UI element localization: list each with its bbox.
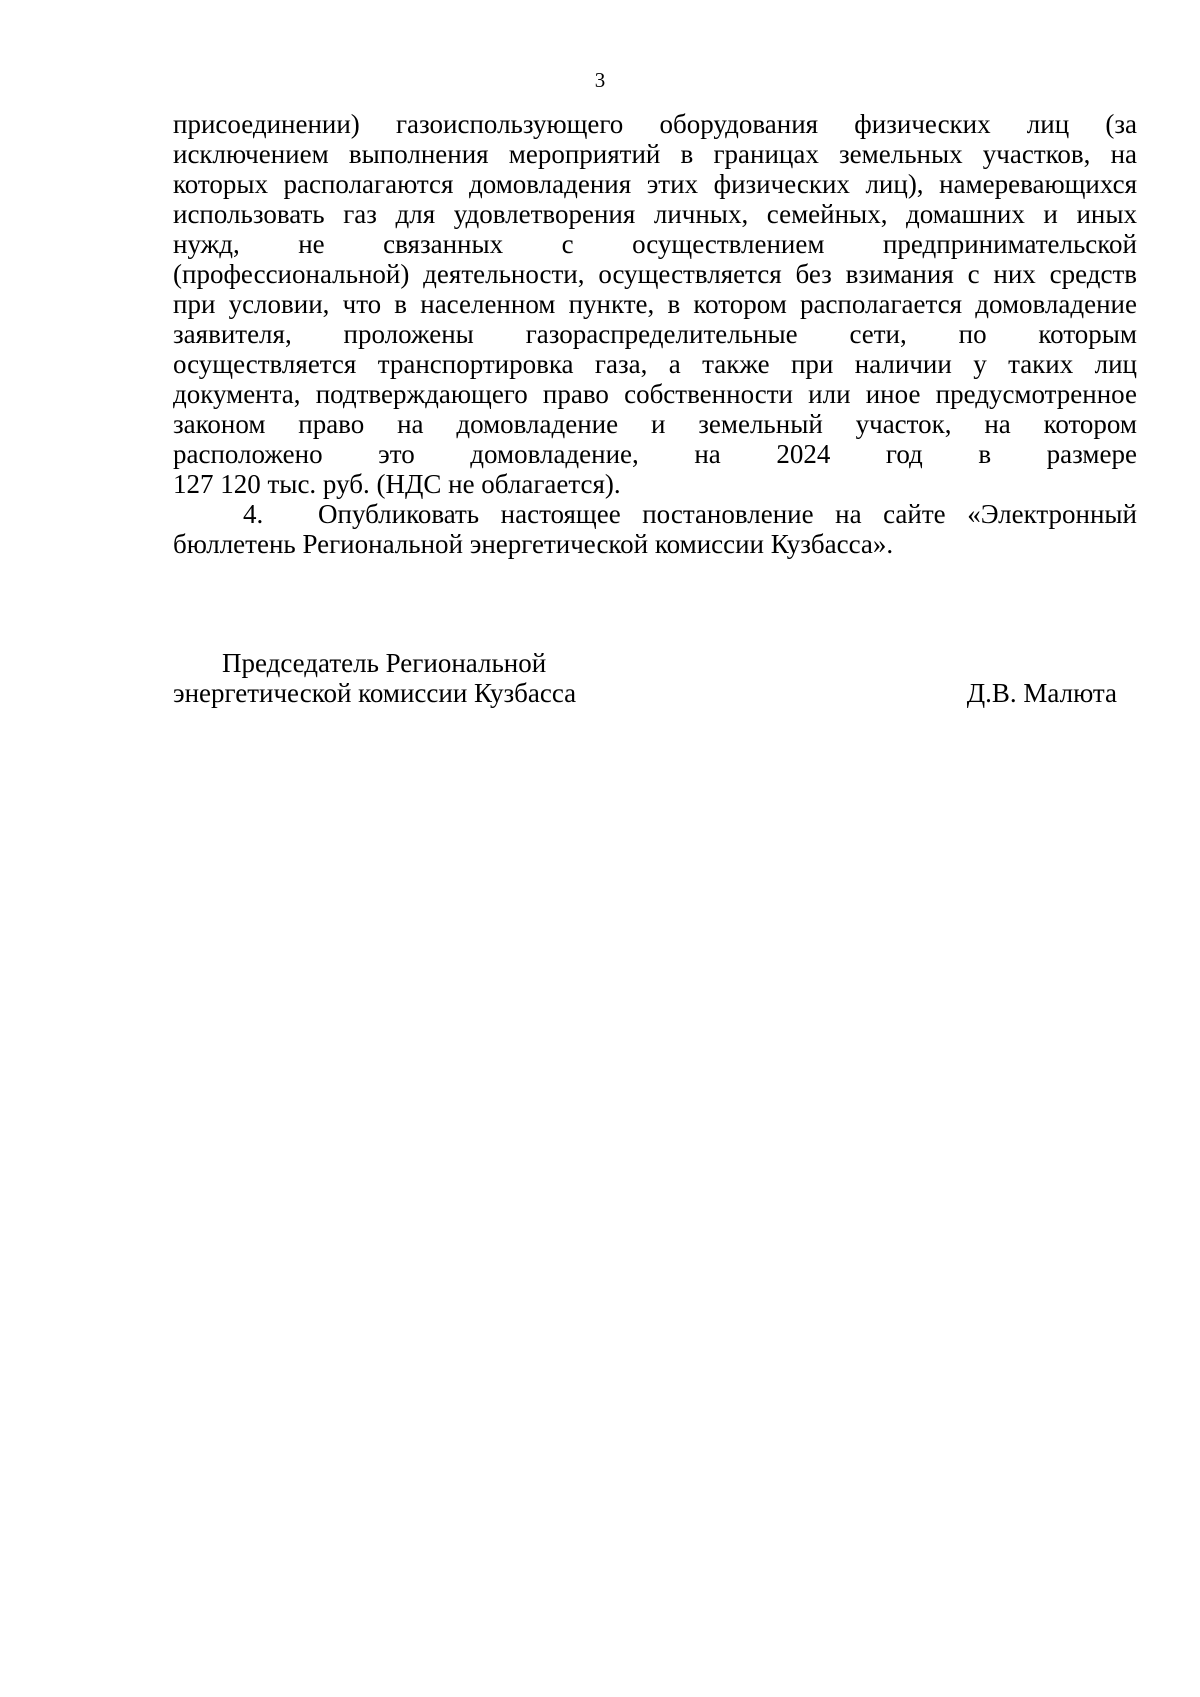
item-number: 4. bbox=[243, 499, 264, 529]
paragraph-line: заявителя, проложены газораспределительные сети, по которым bbox=[173, 319, 1137, 349]
item-4-text: Опубликовать настоящее постановление на сайте «Электронный bbox=[318, 499, 1137, 529]
paragraph-line: присоединении) газоиспользующего оборудования физических лиц (за bbox=[173, 109, 1137, 139]
signatory-title-line-1: Председатель Региональной bbox=[222, 648, 547, 678]
signatory-title-line-2: энергетической комиссии Кузбасса bbox=[173, 678, 577, 708]
item-4-first-line bbox=[173, 498, 1137, 530]
paragraph-line: исключением выполнения мероприятий в границах земельных участков, на bbox=[173, 139, 1137, 169]
paragraph-line: при условии, что в населенном пункте, в котором располагается домовладение bbox=[173, 289, 1137, 319]
paragraph-line: нужд, не связанных с осуществлением предпринимательской bbox=[173, 229, 1137, 259]
item-4-second-line: бюллетень Региональной энергетической комиссии Кузбасса». bbox=[173, 529, 894, 559]
paragraph-line: документа, подтверждающего право собственности или иное предусмотренное bbox=[173, 379, 1137, 409]
paragraph-line: осуществляется транспортировка газа, а также при наличии у таких лиц bbox=[173, 349, 1137, 379]
paragraph-line: законом право на домовладение и земельный участок, на котором bbox=[173, 409, 1137, 439]
paragraph-line: использовать газ для удовлетворения личных, семейных, домашних и иных bbox=[173, 199, 1137, 229]
paragraph-line: расположено это домовладение, на 2024 год в размере bbox=[173, 439, 1137, 469]
page-number: 3 bbox=[594, 68, 606, 92]
paragraph-line: которых располагаются домовладения этих физических лиц), намеревающихся bbox=[173, 169, 1137, 199]
signatory-name: Д.В. Малюта bbox=[966, 678, 1117, 708]
paragraph-line: 127 120 тыс. руб. (НДС не облагается). bbox=[173, 469, 621, 499]
paragraph-line: (профессиональной) деятельности, осуществляется без взимания с них средств bbox=[173, 259, 1137, 289]
